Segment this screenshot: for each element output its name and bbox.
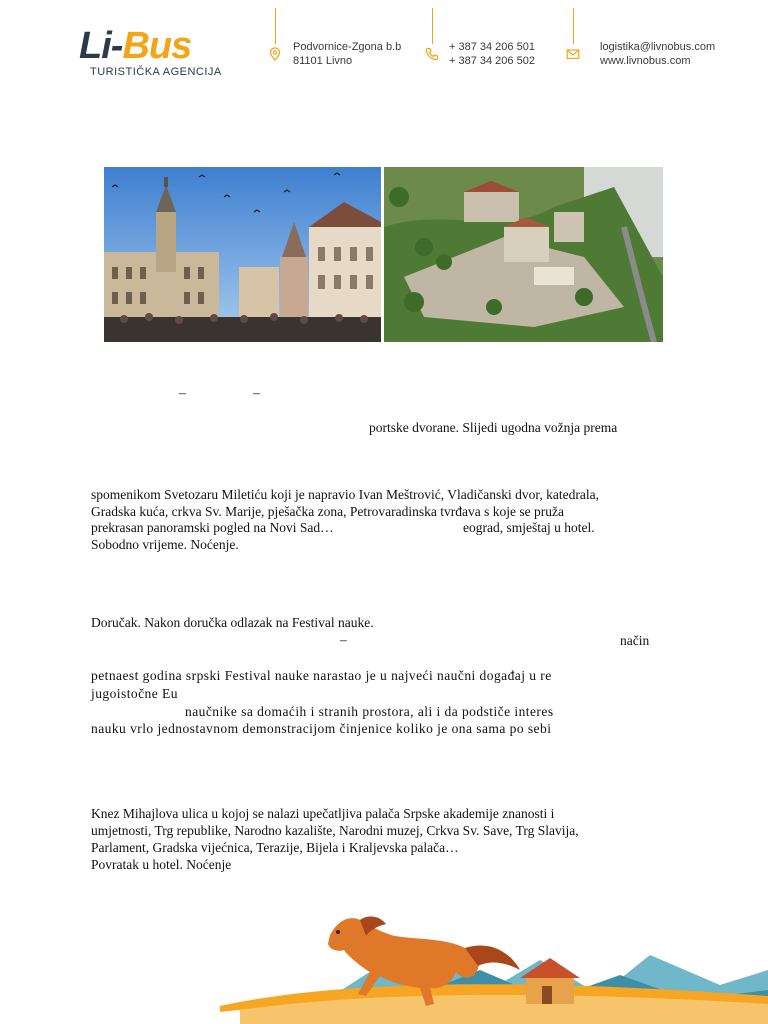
email-link[interactable]: logistika@livnobus.com (600, 41, 716, 53)
paragraph-4-line-1: petnaest godina srpski Festival nauke narastao je u najveći naučni događaj u re (91, 668, 552, 683)
paragraph-2-line-2: Gradska kuća, crkva Sv. Marije, pješačka zona, Petrovaradinska tvrđava s koje se pruža (91, 504, 564, 519)
petrovaradin-fortress-photo (384, 167, 663, 342)
logo-subtitle: TURISTIČKA AGENCIJA (90, 66, 222, 78)
paragraph-5-line-3: Parlament, Gradska vijećnica, Terazije, Bijela i Kraljevska palača… (91, 840, 459, 855)
phone-1[interactable]: + 387 34 206 501 (449, 41, 535, 53)
horse-landscape-illustration (220, 900, 768, 1024)
novi-sad-city-hall-photo (104, 167, 381, 342)
website-link[interactable]: www.livnobus.com (600, 55, 691, 67)
address-line-2: 81101 Livno (293, 55, 353, 67)
paragraph-2-line-4: Sobodno vrijeme. Noćenje. (91, 537, 239, 552)
header-divider (275, 8, 276, 44)
phone-icon (425, 47, 439, 61)
logo (79, 26, 191, 66)
logo-text-li: Li- (79, 25, 123, 67)
paragraph-2-line-3a: prekrasan panoramski pogled na Novi Sad… (91, 520, 334, 535)
dash-mark: – (253, 385, 260, 400)
header-divider (573, 8, 574, 44)
paragraph-4-line-2: jugoistočne Eu (91, 686, 178, 701)
envelope-icon (566, 47, 580, 61)
logo-text-bus: Bus (122, 25, 192, 67)
paragraph-3-tail: način (620, 633, 650, 648)
paragraph-5-line-1: Knez Mihajlova ulica u kojoj se nalazi upečatljiva palača Srpske akademije znanosti i (91, 806, 555, 821)
paragraph-4-line-3: naučnike sa domaćih i stranih prostora, ali i da podstiče interes (185, 704, 554, 719)
paragraph-2-line-1: spomenikom Svetozaru Miletiću koji je napravio Ivan Meštrović, Vladičanski dvor, katedrala, (91, 487, 599, 502)
header-divider (432, 8, 433, 44)
phone-2[interactable]: + 387 34 206 502 (449, 55, 535, 67)
paragraph-5-line-4: Povratak u hotel. Noćenje (91, 857, 232, 872)
paragraph-3-line-1: Doručak. Nakon doručka odlazak na Festival nauke. (91, 615, 374, 630)
dash-mark: – (179, 385, 186, 400)
paragraph-5-line-2: umjetnosti, Trg republike, Narodno kazalište, Narodni muzej, Crkva Sv. Save, Trg Slavija, (91, 823, 579, 838)
paragraph-1-line-1: portske dvorane. Slijedi ugodna vožnja prema (369, 420, 618, 435)
dash-mark: – (340, 632, 347, 647)
paragraph-2-line-3b: eograd, smještaj u hotel. (463, 520, 595, 535)
address-line-1: Podvornice-Zgona b.b (293, 41, 402, 53)
paragraph-4-line-4: nauku vrlo jednostavnom demonstracijom činjenice koliko je ona sama po sebi (91, 721, 552, 736)
location-pin-icon (268, 47, 282, 61)
